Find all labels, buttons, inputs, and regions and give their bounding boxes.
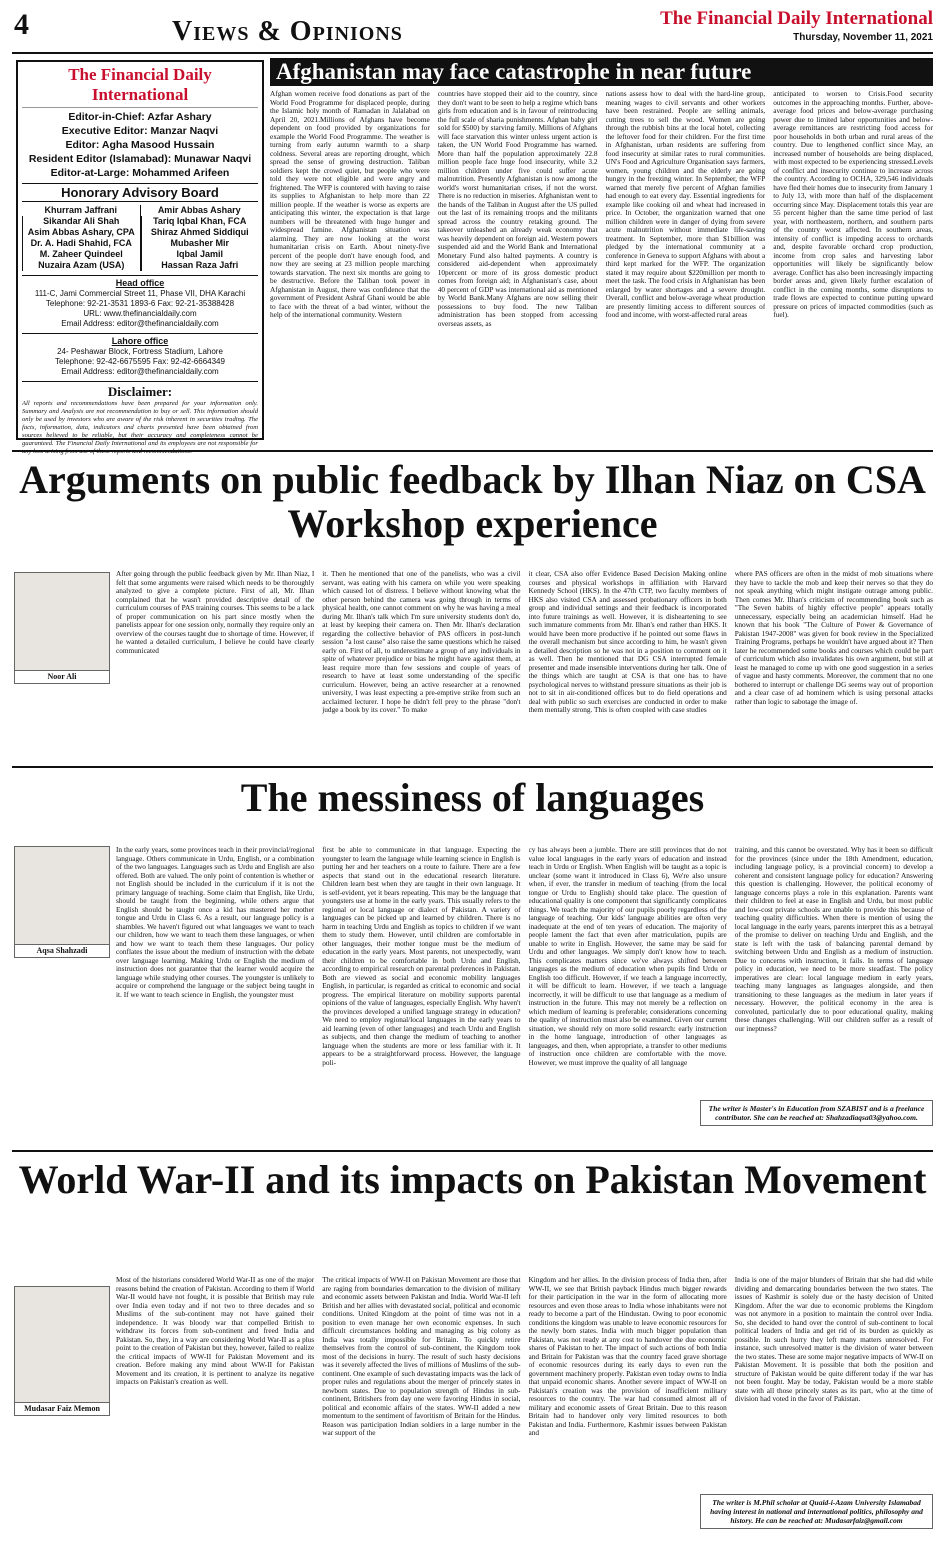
advisor: Dr. A. Hadi Shahid, FCA <box>22 238 140 249</box>
article1-col: nations assess how to deal with the hard-line group, meaning wages to civil servants and other workers have been restrained. People are selling animals, cutting trees to sell the wood. Women are going through the rubbish bins at the local hotel, collecting the leftover food for their children. For the first time in Afghanistan, urban residents are suffering from food insecurity at similar rates to rural communities. UN's Food and Agriculture Organisation says farmers, women, young children and the elderly are going hungry in the freezing winter. In September, the WFP warned that merely five percent of Afghan families had enough to eat every day. Essential ingredients for example like cooking oil and wheat had increased in price. In October, the organization warned that one million children were in danger of dying from severe acute malnutrition without immediate life-saving treatment. In September, more than $1billion was pledged by the international community at a conference in Geneva to support Afghans with about a third kept marked for the WFP. The organization stated it may require about $220million per month to meet the task. The food crisis in Afghanistan has been enlarged by water shortages and a severe drought. Overall, conflict and below-average wheat production are presently limiting access to different sources of food and income, with worst-affected rural areas <box>605 90 766 319</box>
divider <box>12 766 933 768</box>
staff-line: Executive Editor: Manzar Naqvi <box>61 125 219 137</box>
staffbox-title: The Financial Daily International <box>22 65 258 108</box>
article4-col: The critical impacts of WW-II on Pakistan Movement are those that are raging from boundaries demarcation to the division of military and economic assets between Pakistan and India. World War-II left British and her allies with devastated social, political and economic conditions. United Kingdom at the point of time was not in a position to even manage her own economic expenses. In such difficult circumstances holding and managing as big colony as India was totally impossible for Britain. To quickly retire themselves from the control of sub-continent, the Kingdom took most of the decisions in hurry. The result of such hasty decisions was it severely affected the lives of millions of Muslims of the sub-continent. One example of such devastating impacts was the lack of proper rules and regulations about the merger of princely states in newborn states. Due to population strength of Hindus in sub-continent, Britishers from day one were favoring Hindus in social, political and economic affairs of the states. WW-II added a new momentum to the sentiment of favoritism of Britain for the Hindus. Reason was participation Indian soldiers in a large number in the war support of the <box>322 1276 521 1437</box>
staff-line: Editor-at-Large: Mohammed Arifeen <box>50 167 230 179</box>
author-photo <box>14 846 110 958</box>
article3-col: training, and this cannot be overstated. Why has it been so difficult for the provinces (since under the 18th Amendment, education, including language policy, is a provincial concern) to develop a coherent and consistent language policy for education? Answering this question is challenging. However, the political economy of language concerns plays a role in this explanation. Parents want their children to feel at ease in English and Urdu, but most public and low-cost private schools are unable to provide this because of teaching quality difficulties. When there is mention of using the local language in the early years, parents interpret this as a betrayal of the promise to deliver on teaching Urdu and English, and the state is left with the task of balancing parental demand by switching between Urdu and English as a medium of instruction. Due to concerns with instruction, it fails. In terms of language policy in education, we need to be more steadfast. The policy imperatives are clear: local language medium in early years, teaching many languages as languages alongside, and then transitioning to these languages as the medium in later years if necessary. However, the political economy in the area is convoluted, particularly due to poor educational quality, making these changes challenging. Will our children suffer as a result of our ineptness? <box>734 846 933 1033</box>
advisor: Mubasher Mir <box>141 238 259 249</box>
author-photo <box>14 572 110 684</box>
head-office <box>22 275 258 329</box>
article1-body <box>270 90 933 442</box>
staff-line: Editor-in-Chief: Azfar Ashary <box>68 111 212 123</box>
advisor: Shiraz Ahmed Siddiqui <box>141 227 259 238</box>
staff-line: Editor: Agha Masood Hussain <box>65 139 215 151</box>
article2-col: it clear, CSA also offer Evidence Based Decision Making online courses and physical workshops in affiliation with Harvard Kennedy School (HKS). In the 47th CTP, two faculty members of HKS also visited CSA and assessed probationary officers in both group and individual settings and their feedback is incorporated into future trainings as well. However, it is disheartening to see such immature comments from Mr. Ilhan's end rather than HKS. It would have been more productive if he pointed out some flaws in the overall mechanism but since according to him, he wasn't given a detailed description so he was not in a position to comment on it as well. Then he mentioned that DG CSA interrupted female presenter and made insensible interventions during her talk. One of the things which are taught at CSA is that one has to have psychological nerves to withstand pressure situations as their job is not to sit in air-conditioned offices but to do field operations and deal with public so such exercises are conducted in order to make them mentally strong. This is often coupled with case studies <box>528 570 727 714</box>
advisory-title: Honorary Advisory Board <box>22 183 258 202</box>
disclaimer-title: Disclaimer: <box>107 384 173 399</box>
advisor: Iqbal Jamil <box>141 249 259 260</box>
staff-list <box>22 110 258 180</box>
advisor: Sikandar Ali Shah <box>22 216 140 227</box>
staff-line: Resident Editor (Islamabad): Munawar Naqvi <box>28 153 252 165</box>
head-office-title: Head office <box>115 278 165 288</box>
article4-col: Most of the historians considered World War-II as one of the major reasons behind the creation of Pakistan. According to them if World War-II would have not fought, it is possible that British may rule over India even today and if not two to three decades and so Muslims of the sub-continent may not have gained their independence. It was bloody war that compelled British to withdraw its forces from sub-continent and freed India and Pakistan. So, they, in a way are considering World War-II as a plus point to the creation of Pakistan but they, however, failed to realize the critical impacts of WW-II for Pakistan Movement and its creation. Before making any mind about WW-II for Pakistan Movement and its creation, it is pertinent to analyze its negative impacts on Pakistan's creation as well. <box>116 1276 315 1386</box>
advisor: Nuzaira Azam (USA) <box>22 260 140 271</box>
advisory-left <box>22 205 140 271</box>
author-caption: Noor Ali <box>15 670 109 683</box>
author-caption: Mudasar Faiz Memon <box>15 1402 109 1415</box>
article3-col: first be able to communicate in that language. Expecting the youngster to learn the language while learning science in English is putting her and her teachers on a route to failure. There are a few aspects that stand out in the educational research literature. Children learn best when they are taught in their own language. It is self-evident, yet it bears repeating. This may be the language that youngsters use at home in the early years. This usually refers to the regional or local language or dialect of Pakistan. A variety of languages can be picked up and learned by children. There is no harm in teaching Urdu and English as topics to children if we want them to study them. However, until children are comfortable in other languages, their mother tongue must be the medium of education in the early years. Most parents, not unexpectedly, want their children to be comfortable in both Urdu and English, according to empirical research on parental preferences in Pakistan. Both are viewed as social and economic mobility languages English, in particular, is regarded as critical to economic and social progress. The empirical literature on mobility supports parental opinions of the value of languages, especially English. Why haven't the provinces developed a unified language strategy in education? We need to employ regional/local languages in the early years to aid learning (even of other languages) and teach Urdu and English as subjects, and then change the medium of teaching to another language when the students are more or less familiar with it. It appears to be a straightforward process. However, the language poli- <box>322 846 521 1067</box>
advisory-members <box>22 205 258 271</box>
divider <box>12 450 933 452</box>
divider <box>12 1150 933 1152</box>
article2-headline: Arguments on public feedback by Ilhan Niaz on CSA Workshop experience <box>19 457 926 546</box>
article3-col: In the early years, some provinces teach in their provincial/regional language. Others communicate in Urdu, English, or a combination of the two languages. Languages such as Urdu and English are also offered. Both are valued. The only point of contention is whether or not English should be included in the curriculum if it is not the primary language of teaching. Some claim that English, like Urdu, should be taught from the beginning, while others argue that English should be taught once a kid has mastered her mother tongue and Urdu in Class 6. As a result, our language policy is a shambles. We haven't figured out what languages we want to teach our children, how we want to teach them these languages, or when and how we want to teach them these languages. Our policy conflates the issue about the medium of instruction with the debate over language learning. Making Urdu or English the medium of instruction does not guarantee that the learner would acquire the language while studying other courses. The youngster is unlikely to acquire or comprehend the language or the subject being taught in it. If we want to teach science in English, the youngster must <box>116 846 315 999</box>
advisor: Hassan Raza Jafri <box>141 260 259 271</box>
article2-col: After going through the public feedback given by Mr. Ilhan Niaz, I felt that some arguments were raised which needs to be thoroughly analyzed to give a complete picture. First of all, Mr. Ilhan complained that he wasn't provided descriptive detail of the curriculum courses of PAS training courses. This seems to be a lack of proper communication on his part since mostly when the panelists appear for one session only, normally they require only an overview of the courses taught due to shortage of time. However, if he wanted a detailed curriculum, I believe he could have clearly communicated <box>116 570 315 655</box>
author-note: The writer is Master's in Education from SZABIST and is a freelance contributor. She can be reached at: Shahzadiaqsa03@yahoo.com. <box>700 1100 933 1126</box>
article2-col: it. Then he mentioned that one of the panelists, who was a civil servant, was eating with his camera on while you were speaking which caused lot of distress. I believe without knowing what the other person behind the camera was going through in terms of physical health, one cannot comment on why he was having a meal during Mr. Ilhan's talk which I'm sure university students don't do, at least by keeping their camera on. Then Mr. Ilhan's declaration regarding the collective behavior of PAS officers in post-lunch session "a lost cause" also raise the same questions which he raised early on. First of all, to underestimate a group of any individuals in spite of whatever prejudice or bias he might have against them, at least require more than few sessions and couple of years of research to have at least some understanding of the specific curriculum. However, being an active researcher at a renowned university, I was least expecting a pre-emptive strike from such an acclaimed lecturer. I hope he didn't fell prey to the phrase "don't judge a book by its cover." To make <box>322 570 521 714</box>
lahore-office <box>22 333 258 377</box>
author-note: The writer is M.Phil scholar at Quaid-i-Azam University Islamabad having interest in national and international politics, philosophy and history. He can be reached at: Mudasarfaiz@gmail.com <box>700 1494 933 1529</box>
author-caption: Aqsa Shahzadi <box>15 944 109 957</box>
article1-col: countries have stopped their aid to the country, since they don't want to be seen to help a regime which bans girls from education and is in favour of reintroducing the full scale of sharia punishments. Afghan baby girl sold for $500) by starving family. Millions of Afghans will face starvation this winter unless urgent action is taken, the UN World Food Programme has warned. More than half the population approximately 22.8 million people face huge food insecurity, while 3.2 million children under five could suffer acute malnutrition. Presently Afghanistan is now among the world's worst humanitarian crises, if not the worst. There is no reduction in miseries. Afghanistan went to the hands of the Taliban in August after the US pulled out the last of its remaining troops and the militants spread across the country retaking ground. The takeover unleashed an already weak economy that was heavily dependent on foreign aid. Western powers suspended aid and the World Bank and International Monetary Fund also halted payments. A country is considered aid-dependent when approximately 10percent or more of its gross domestic product comes from foreign aid; in Afghanistan's case, about 40 percent of GDP was international aid as mentioned by World Bank.Many Afghans are now selling their possessions to buy food. The new Taliban administration has been stopped from accessing overseas assets, as <box>437 90 598 328</box>
lahore-office-address: 24- Peshawar Block, Fortress Stadium, Lahore Telephone: 92-42-6675595 Fax: 92-42-6664349 Email Address: editor@thefinancialdaily.com <box>55 347 225 376</box>
article2-body <box>116 570 933 755</box>
article1-headline: Afghanistan may face catastrophe in near future <box>270 58 933 86</box>
staff-box <box>16 60 264 455</box>
disclaimer <box>22 381 258 456</box>
page-number: 4 <box>14 8 29 41</box>
advisor: M. Zaheer Quindeel <box>22 249 140 260</box>
issue-date: Thursday, November 11, 2021 <box>793 32 933 43</box>
article3-col: cy has always been a jumble. There are still provinces that do not value local languages in the early years of education and instead teach in Urdu or English. When English will be taught as a topic is unclear (some want it introduced in Class 6), We're also unsure when, if ever, the transfer in medium of teaching (from the local tongue or Urdu to English) should take place. The question of educational quality is one component that significantly complicates things. We teach the majority of our pupils poorly regardless of the language of teaching. Our kids' language abilities are often very inadequate at the end of ten years of education. The majority of people lament the fact that even after matriculation, pupils are unable to write in English. However, the same may be said for Urdu and other languages. We simply don't know how to teach. This complicates matters since we've always shifted between languages as the medium of education when pupils find Urdu or English too difficult. However, if we teach a language incorrectly, it will be difficult to learn. However, if we teach a language incorrectly, it will be difficult to use that language as a medium of instruction in the future. This may not merely be a reflection on which medium of learning is preferable; considerations concerning the quality of instruction must also be examined. Given our current situation, we should rely on more solid research: early instruction in the home language, introduction of other languages as languages, and then, when appropriate, a transfer to other mediums of instruction once children are comfortable with the move. However, we must improve the quality of all language <box>528 846 727 1067</box>
article1-col: Afghan women receive food donations as part of the World Food Programme for displaced people, during the Islamic holy month of Ramadan in Jalalabad on April 20, 2021.Millions of Afghans have become dependent on food provided by organizations for example the World Food Programme. The weather is turning from early autumn warmth to a sharp coldness. Several areas are reporting drought, which spread the sense of growing destruction. Taliban soldiers kept the crowd quiet, but people who were told they were not eligible and were angry and frightened. The WFP is countered with having to raise its supplies to Afghanistan to help more than 22 million people. If the weather is worse as experts are anticipating this winter, the expectation is that large numbers will be threatened with huge hunger and widespread famine. Afghanistan situation was alarming. They are now looking at the worst humanitarian crisis on Earth. About ninety-five percent of the people don't have enough food, and now they are seeing at 23 million people marching towards starvation. The next six months are going to be destructive. Before the Taliban took power in Afghanistan in August, there was confidence that the government of President Ashraf Ghani would be able to face with the threat of a bad winter, without the help of the international community. Western <box>270 90 430 319</box>
advisor: Tariq Iqbal Khan, FCA <box>141 216 259 227</box>
section-title: Views & Opinions <box>172 16 403 47</box>
article1-col: anticipated to worsen to Crisis.Food security outcomes in the approaching months. Further, above-average food prices and below-average purchasing power due to limited labor opportunities and below-average remittances are restricting food access for poor households in both urban and rural areas of the country. Due to lengthened conflict since May, an increased number of households are being displaced, with most expected to be experiencing stressed.Levels of conflict and insecurity continue to increase across the country. According to OCHA, 329,546 individuals have fled their homes due to insecurity from January 1 to July 13, with more than half of the displacement occurring since May. Displacement totals this year are 55 percent higher than the same time period of last year, with northeastern, northern, and southern parts of the country worst affected. In southern areas, intensity of conflict is impeding access to orchards and, despite favorable orchard crop production, income from crop sales and harvesting labor opportunities will likely be significantly below average. Conflict has also been increasingly impacting border areas and, given likely further escalation of conflict in the coming months, some disruptions to trade flows are expected to continue putting upward pressure on prices of impacted commodities (such as fuel). <box>773 90 933 319</box>
advisor: Asim Abbas Ashary, CPA <box>22 227 140 238</box>
head-office-address: 111-C, Jami Commercial Street 11, Phase VII, DHA Karachi Telephone: 92-21-3531 1893-6 Fax: 92-21-35388428 URL: www.thefinancialdaily.com Email Address: editor@thefinancialdaily.com <box>34 289 246 328</box>
article2-col: where PAS officers are often in the midst of mob situations where they have to tackle the mob and keep their nerves so that they do not speak anything which might instigate outrage among public. Then comes Mr. Ilhan's criticism of recommending book such as "The Seven habits of highly effective people" appears totally unnecessary, especially being an academician himself. Had he known that his book "The Culture of Power & Governance of Pakistan 1947-2008" was given for book review in the Specialized Training Programs, perhaps he wouldn't have argued about it? Then later he recommended some books and courses which could be part of curriculum which also invalidates his own argument, but still at least he managed to come up with one good suggestion in a series of vague and hasty comments. Moreover, the comment that no one bothered to interrupt or challenge DG seems way out of proportion and a clear case of ad hominem which is using personal attacks rather than logic to sabotage the image of. <box>734 570 933 706</box>
disclaimer-text: All reports and recommendations have been prepared for your information only. Summary and Analysis are not recommendation to buy or sell. This information should only be used by investors who are aware of the risk inherent in securities trading. The facts, information, data, indicators and charts presented have been obtained from sources believed to be reliable, but their accuracy and completeness cannot be guaranteed. The Financial Daily International and its employees are not responsible for any loss arising from use of these reports and recommendations. <box>22 400 258 455</box>
article4-headline: World War-II and its impacts on Pakistan Movement <box>18 1157 927 1202</box>
article3-headline: The messiness of languages <box>240 775 705 820</box>
page-header <box>12 6 933 54</box>
author-photo <box>14 1286 110 1416</box>
advisor: Amir Abbas Ashary <box>157 205 241 215</box>
article4-col: India is one of the major blunders of Britain that she had did while dividing and demarcating boundaries between the two states. The issues of Kashmir is solely due or the hasty decision of United Kingdom. After the war due to economic problems the Kingdom was not anymore in a position to maintain the control over India. So, she decided to hand over the control of sub-continent to local political leaders of India and get rid of its burden as quickly as possible. In such hurry they left many matters unresolved. For instance, such unresolved matter is the division of water between the two states. These are some major negative impacts of WW-II on Pakistan Movement. It is possible that both the position and structure of Pakistan would be quite different today if the war has not been fought. May be today, Pakistan would be a more stable state with all those princely states as its part, who at the time of division had voted in the favor of Pakistan. <box>734 1276 933 1403</box>
advisor: Khurram Jaffrani <box>44 205 118 215</box>
lahore-office-title: Lahore office <box>111 336 169 346</box>
article4-col: Kingdom and her allies. In the division process of India then, after WW-II, we see that British payback Hindus much bigger rewards for their participation in the war in the form of allocating more resources and even those areas to India whose inhabitants were not ready to become a part of the Hindustan. Owing to poor economic conditions the kingdom was unable to leave economic resources for the newly born states. India with much bigger population than Pakistan, was not ready at any cost to handover the due economic shares of Pakistan to her. The impact of such actions of both India and Britain for Pakistan was that the country faced grave shortage of economic resources during its early days to even run the government machinery properly. Pakistan even today owns to India that unpaid economic shares. Another severe impact of WW-II on Pakistan's creation was the provision of insufficient military resources to the country. The war had consumed almost all of military and economic assets of Great Britain. Due to this reason Britain had to handover only very limited resources to both Pakistan and India. Furthermore, Kashmir issues between Pakistan and <box>528 1276 727 1437</box>
advisory-right <box>140 205 259 271</box>
masthead: The Financial Daily International <box>660 8 933 29</box>
